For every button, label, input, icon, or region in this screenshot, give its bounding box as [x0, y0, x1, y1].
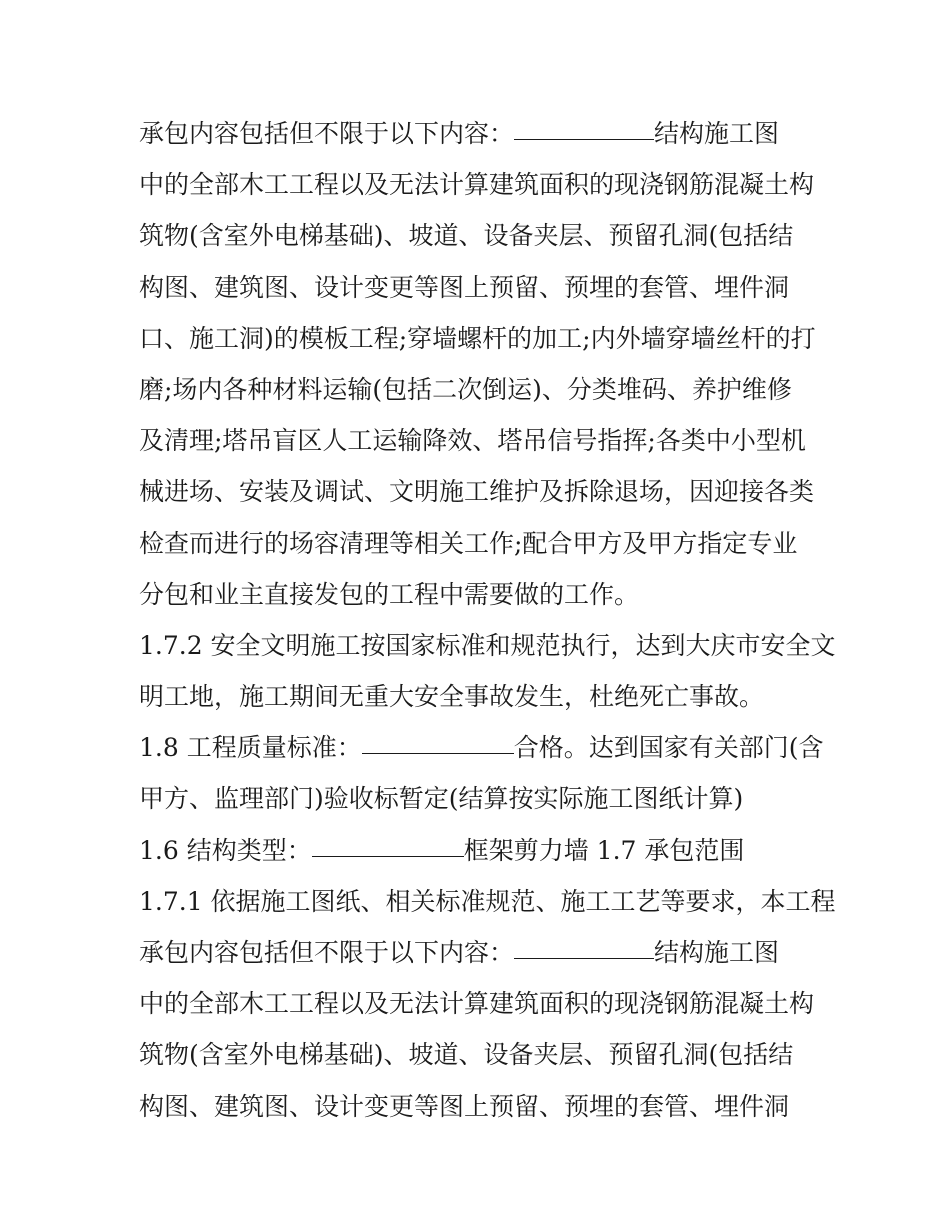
line-text-before: 承包内容包括但不限于以下内容： [139, 119, 515, 148]
text-line [139, 722, 839, 773]
text-line: 1.7.2 安全文明施工按国家标准和规范执行，达到大庆市安全文 [139, 630, 836, 660]
fill-in-blank [514, 115, 654, 140]
text-line: 磨;场内各种材料运输(包括二次倒运)、分类堆码、养护维修 [139, 374, 792, 404]
text-line: 分包和业主直接发包的工程中需要做的工作。 [139, 579, 640, 609]
text-line [139, 825, 839, 876]
text-line [139, 927, 839, 978]
text-line [139, 108, 839, 159]
line-text-before: 1.6 结构类型： [139, 835, 312, 865]
line-text-after: 结构施工图 [654, 938, 780, 967]
text-line: 械进场、安装及调试、文明施工维护及拆除退场，因迎接各类 [139, 477, 815, 507]
document-body [139, 108, 839, 1132]
line-text-before: 承包内容包括但不限于以下内容： [139, 938, 515, 967]
text-line: 明工地，施工期间无重大安全事故发生，杜绝死亡事故。 [139, 682, 765, 712]
text-line: 筑物(含室外电梯基础)、坡道、设备夹层、预留孔洞(包括结 [139, 221, 794, 251]
text-line: 口、施工洞)的模板工程;穿墙螺杆的加工;内外墙穿墙丝杆的打 [139, 323, 816, 353]
text-line: 中的全部木工工程以及无法计算建筑面积的现浇钢筋混凝土构 [139, 170, 815, 200]
text-line: 筑物(含室外电梯基础)、坡道、设备夹层、预留孔洞(包括结 [139, 1040, 794, 1070]
line-text-after: 框架剪力墙 1.7 承包范围 [463, 835, 745, 865]
text-line: 甲方、监理部门)验收标暂定(结算按实际施工图纸计算) [139, 784, 744, 814]
line-text-before: 1.8 工程质量标准： [139, 733, 362, 763]
fill-in-blank [362, 729, 514, 754]
text-line: 及清理;塔吊盲区人工运输降效、塔吊信号指挥;各类中小型机 [139, 426, 806, 456]
fill-in-blank [514, 934, 654, 959]
line-text-after: 合格。达到国家有关部门(含 [513, 733, 824, 763]
line-text-after: 结构施工图 [654, 119, 780, 148]
fill-in-blank [312, 832, 464, 857]
text-line: 构图、建筑图、设计变更等图上预留、预埋的套管、埋件洞 [139, 1091, 790, 1121]
text-line: 1.7.1 依据施工图纸、相关标准规范、施工工艺等要求，本工程 [139, 886, 836, 916]
text-line: 构图、建筑图、设计变更等图上预留、预埋的套管、埋件洞 [139, 272, 790, 302]
text-line: 中的全部木工工程以及无法计算建筑面积的现浇钢筋混凝土构 [139, 989, 815, 1019]
text-line: 检查而进行的场容清理等相关工作;配合甲方及甲方指定专业 [139, 528, 798, 558]
